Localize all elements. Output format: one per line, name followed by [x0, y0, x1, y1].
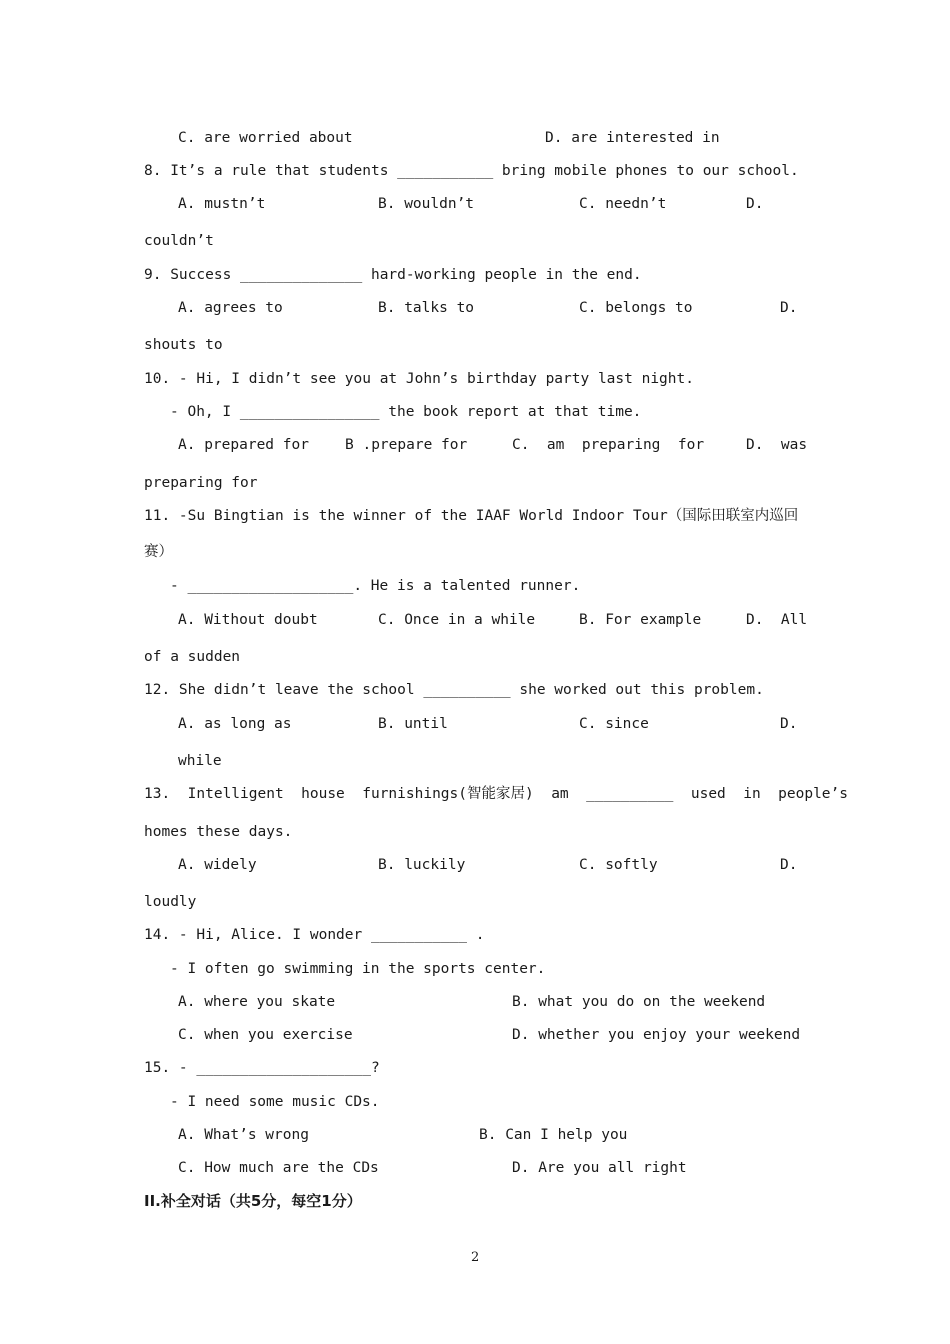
q10-stem: 10. - Hi, I didn’t see you at John’s birthday party last night. — [144, 371, 694, 387]
q15-option-a: A. What’s wrong — [178, 1127, 309, 1143]
q15-option-c: C. How much are the CDs — [178, 1160, 379, 1176]
q12-option-a: A. as long as — [178, 716, 292, 732]
q14-reply: - I often go swimming in the sports center. — [170, 961, 546, 977]
q14-option-d: D. whether you enjoy your weekend — [512, 1027, 801, 1043]
q12-option-d-wrap: while — [178, 753, 222, 769]
q10-option-a: A. prepared for — [178, 437, 309, 453]
q13-option-a: A. widely — [178, 857, 257, 873]
q12-stem: 12. She didn’t leave the school __________ she worked out this problem. — [144, 682, 764, 698]
q13-stem: 13. Intelligent house furnishings(智能家居) am __________ used in people’s — [144, 786, 849, 802]
q10-reply: - Oh, I ________________ the book report at that time. — [170, 404, 642, 420]
q11-option-c: C. Once in a while — [378, 612, 536, 628]
q11-reply: - ___________________. He is a talented runner. — [170, 578, 581, 594]
q13-option-b: B. luckily — [378, 857, 466, 873]
q12-option-b: B. until — [378, 716, 448, 732]
q13-option-d: D. — [780, 857, 798, 873]
q9-option-b: B. talks to — [378, 300, 475, 316]
q15-option-d: D. Are you all right — [512, 1160, 687, 1176]
q12-option-d: D. — [780, 716, 798, 732]
q8-option-d: D. — [746, 196, 764, 212]
page-number: 2 — [471, 1250, 480, 1265]
q15-reply: - I need some music CDs. — [170, 1094, 380, 1110]
q14-option-b: B. what you do on the weekend — [512, 994, 766, 1010]
q10-option-b: B .prepare for — [345, 437, 468, 453]
q14-stem: 14. - Hi, Alice. I wonder ___________ . — [144, 927, 485, 943]
q9-option-d: D. — [780, 300, 798, 316]
q11-option-d-wrap: of a sudden — [144, 649, 241, 665]
q13-option-c: C. softly — [579, 857, 658, 873]
q11-option-b: B. For example — [579, 612, 702, 628]
q11-stem-wrap: 赛） — [144, 544, 173, 560]
q15-stem: 15. - ____________________? — [144, 1060, 380, 1076]
q8-option-d-wrap: couldn’t — [144, 233, 214, 249]
q8-option-a: A. mustn’t — [178, 196, 266, 212]
q9-option-c: C. belongs to — [579, 300, 693, 316]
q12-option-c: C. since — [579, 716, 649, 732]
q9-option-d-wrap: shouts to — [144, 337, 223, 353]
q8-stem: 8. It’s a rule that students ___________ bring mobile phones to our school. — [144, 163, 799, 179]
q11-option-d: D. All — [746, 612, 808, 628]
q14-option-a: A. where you skate — [178, 994, 336, 1010]
q10-option-c: C. am preparing for — [512, 437, 705, 453]
section-2-heading: II.补全对话（共5分，每空1分） — [144, 1192, 362, 1210]
q14-option-c: C. when you exercise — [178, 1027, 353, 1043]
q10-option-d-wrap: preparing for — [144, 475, 258, 491]
q15-option-b: B. Can I help you — [479, 1127, 628, 1143]
q7-option-d: D. are interested in — [545, 130, 720, 146]
q13-option-d-wrap: loudly — [144, 894, 197, 910]
q8-option-c: C. needn’t — [579, 196, 667, 212]
q13-stem-wrap: homes these days. — [144, 824, 293, 840]
q7-option-c: C. are worried about — [178, 130, 353, 146]
q10-option-d: D. was — [746, 437, 808, 453]
q8-option-b: B. wouldn’t — [378, 196, 475, 212]
q9-stem: 9. Success ______________ hard-working people in the end. — [144, 267, 642, 283]
q9-option-a: A. agrees to — [178, 300, 283, 316]
q11-stem: 11. -Su Bingtian is the winner of the IAAF World Indoor Tour（国际田联室内巡回 — [144, 508, 799, 524]
q11-option-a: A. Without doubt — [178, 612, 318, 628]
